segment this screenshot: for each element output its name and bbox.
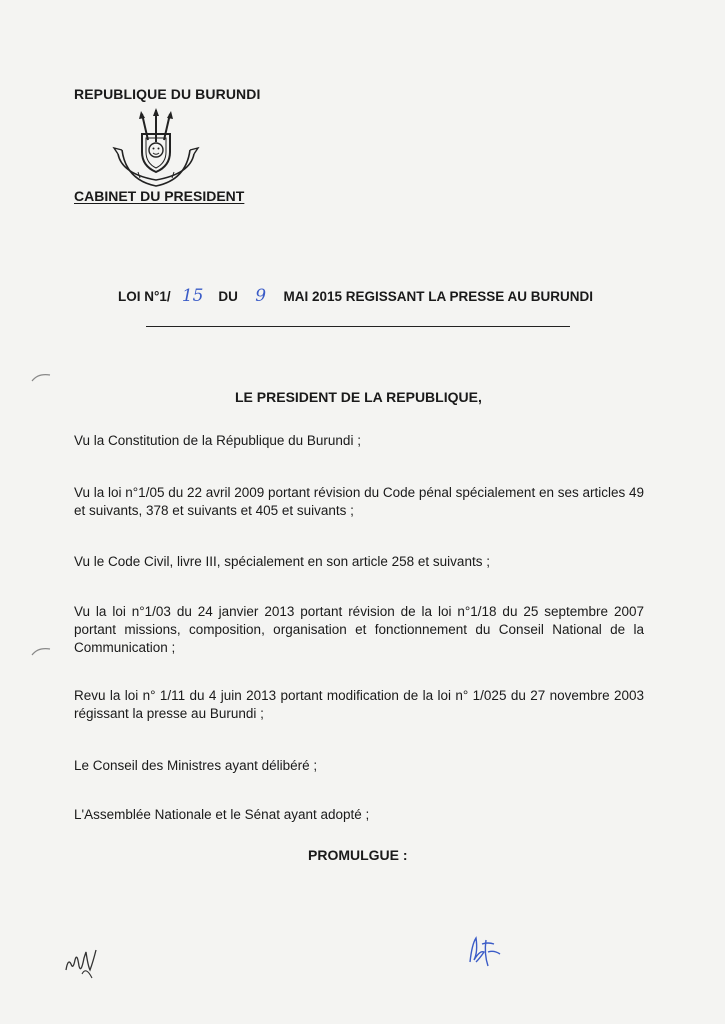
law-title-prefix: LOI N°1/ bbox=[118, 289, 171, 304]
initials-right-icon bbox=[462, 932, 506, 972]
country-header: REPUBLIQUE DU BURUNDI bbox=[74, 86, 261, 102]
cabinet-header: CABINET DU PRESIDENT bbox=[74, 188, 245, 204]
consideration-paragraph: Vu le Code Civil, livre III, spécialement en son article 258 et suivants ; bbox=[74, 554, 490, 569]
consideration-paragraph: Vu la loi n°1/05 du 22 avril 2009 portant révision du Code pénal spécialement en ses articles 49 et suivants, 378 et suivants et 405 et suivants ; bbox=[74, 485, 644, 518]
law-title-du: DU bbox=[218, 289, 238, 304]
title-underline-rule bbox=[146, 326, 570, 327]
consideration-paragraph: Vu la Constitution de la République du Burundi ; bbox=[74, 433, 361, 448]
coat-of-arms-icon bbox=[112, 108, 200, 188]
consideration-paragraph: Vu la loi n°1/03 du 24 janvier 2013 portant révision de la loi n°1/18 du 25 septembre 2007 portant missions, composition, organisation et fonctionnement du Conseil National de la Communication ; bbox=[74, 604, 644, 655]
law-day-handwritten: 9 bbox=[255, 286, 267, 306]
law-title-suffix: MAI 2015 REGISSANT LA PRESSE AU BURUNDI bbox=[283, 289, 594, 304]
consideration-paragraph: Revu la loi n° 1/11 du 4 juin 2013 portant modification de la loi n° 1/025 du 27 novembre 2003 régissant la presse au Burundi ; bbox=[74, 688, 644, 721]
consideration-paragraph: Le Conseil des Ministres ayant délibéré ; bbox=[74, 758, 318, 773]
law-title bbox=[118, 286, 593, 306]
margin-mark-icon bbox=[30, 646, 52, 656]
president-heading: LE PRESIDENT DE LA REPUBLIQUE, bbox=[235, 389, 482, 405]
promulgue-heading: PROMULGUE : bbox=[308, 847, 408, 863]
margin-mark-icon bbox=[30, 372, 52, 382]
initials-left-icon bbox=[62, 944, 100, 984]
consideration-paragraph: L'Assemblée Nationale et le Sénat ayant adopté ; bbox=[74, 807, 370, 822]
law-number-handwritten: 15 bbox=[181, 286, 204, 306]
